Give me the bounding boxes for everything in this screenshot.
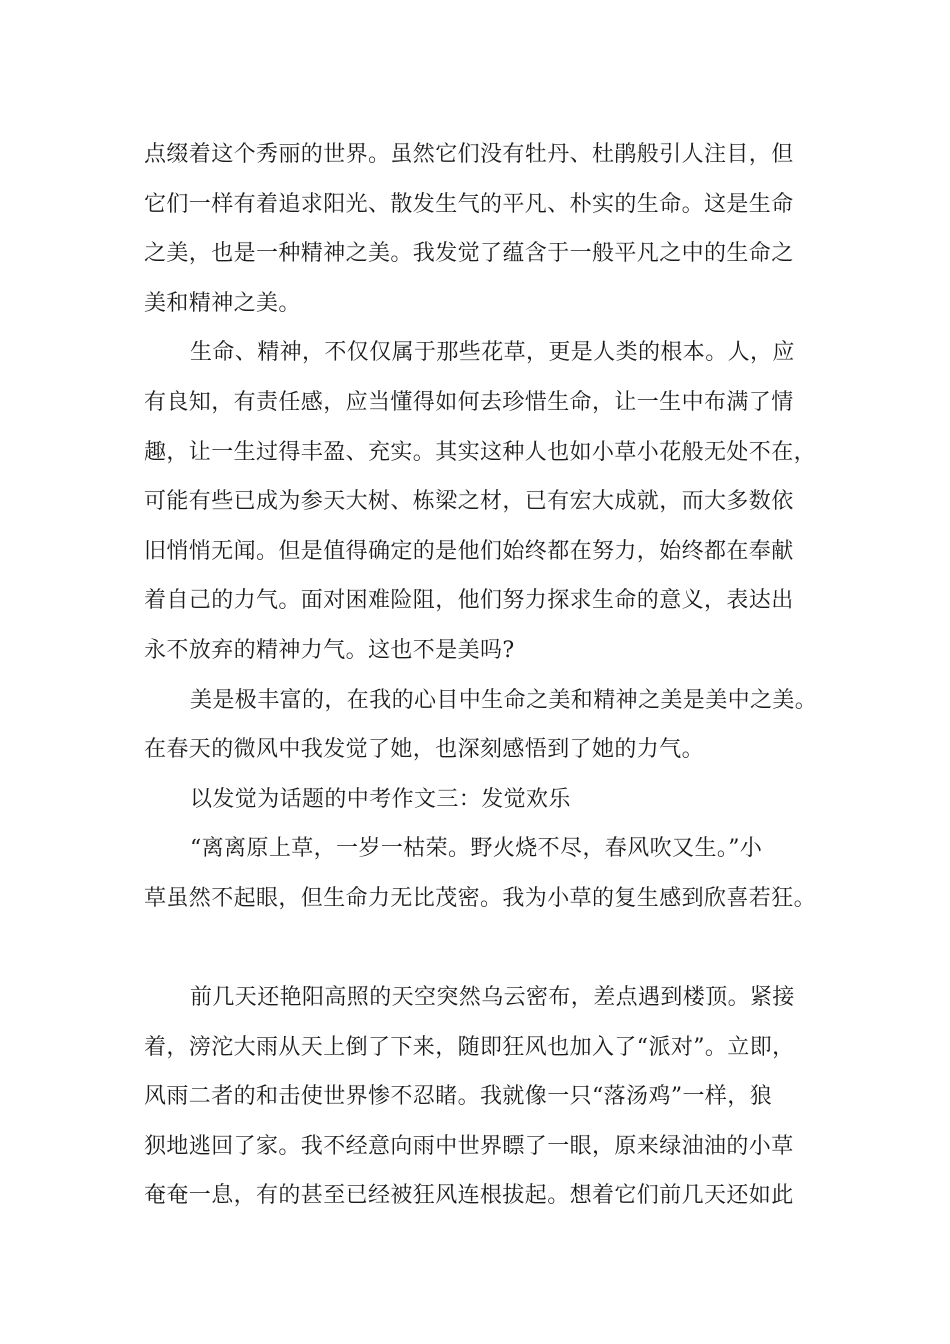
- text-line: 旧悄悄无闻。但是值得确定的是他们始终都在努力，始终都在奉献: [144, 538, 794, 564]
- paragraph-start-line: 生命、精神，不仅仅属于那些花草，更是人类的根本。人，应: [190, 340, 795, 366]
- text-line: 美和精神之美。: [144, 290, 301, 316]
- text-line: 趣，让一生过得丰盈、充实。其实这种人也如小草小花般无处不在，: [144, 439, 817, 465]
- text-line: 点缀着这个秀丽的世界。虽然它们没有牡丹、杜鹃般引人注目，但: [144, 142, 794, 167]
- text-line: 奄奄一息，有的甚至已经被狂风连根拔起。想着它们前几天还如此: [144, 1183, 794, 1209]
- text-line: 在春天的微风中我发觉了她，也深刻感悟到了她的力气。: [144, 737, 705, 763]
- text-line: 可能有些已成为参天大树、栋梁之材，已有宏大成就，而大多数依: [144, 489, 794, 515]
- paragraph-start-line: “离离原上草，一岁一枯荣。野火烧不尽，春风吹又生。”小: [190, 836, 763, 862]
- text-line: 风雨二者的和击使世界惨不忍睹。我就像一只“落汤鸡”一样，狼: [144, 1084, 773, 1110]
- document-body: [144, 130, 824, 1221]
- text-line: 它们一样有着追求阳光、散发生气的平凡、朴实的生命。这是生命: [144, 191, 794, 217]
- text-line: 永不放弃的精神力气。这也不是美吗?: [144, 637, 515, 663]
- text-line: 着，滂沱大雨从天上倒了下来，随即狂风也加入了“派对”。立即，: [144, 1034, 795, 1060]
- text-line: 之美，也是一种精神之美。我发觉了蕴含于一般平凡之中的生命之: [144, 241, 794, 267]
- paragraph-start-line: 前几天还艳阳高照的天空突然乌云密布，差点遇到楼顶。紧接: [190, 985, 795, 1011]
- text-line: 有良知，有责任感，应当懂得如何去珍惜生命，让一生中布满了情: [144, 389, 794, 415]
- text-line: 着自己的力气。面对困难险阻，他们努力探求生命的意义，表达出: [144, 588, 794, 614]
- text-line: 草虽然不起眼，但生命力无比茂密。我为小草的复生感到欣喜若狂。: [144, 885, 817, 911]
- text-line: 狈地逃回了家。我不经意向雨中世界瞟了一眼，原来绿油油的小草: [144, 1133, 794, 1159]
- section-heading: 以发觉为话题的中考作文三：发觉欢乐: [190, 786, 571, 812]
- blank-line: [144, 924, 824, 974]
- paragraph-start-line: 美是极丰富的，在我的心目中生命之美和精神之美是美中之美。: [190, 687, 818, 713]
